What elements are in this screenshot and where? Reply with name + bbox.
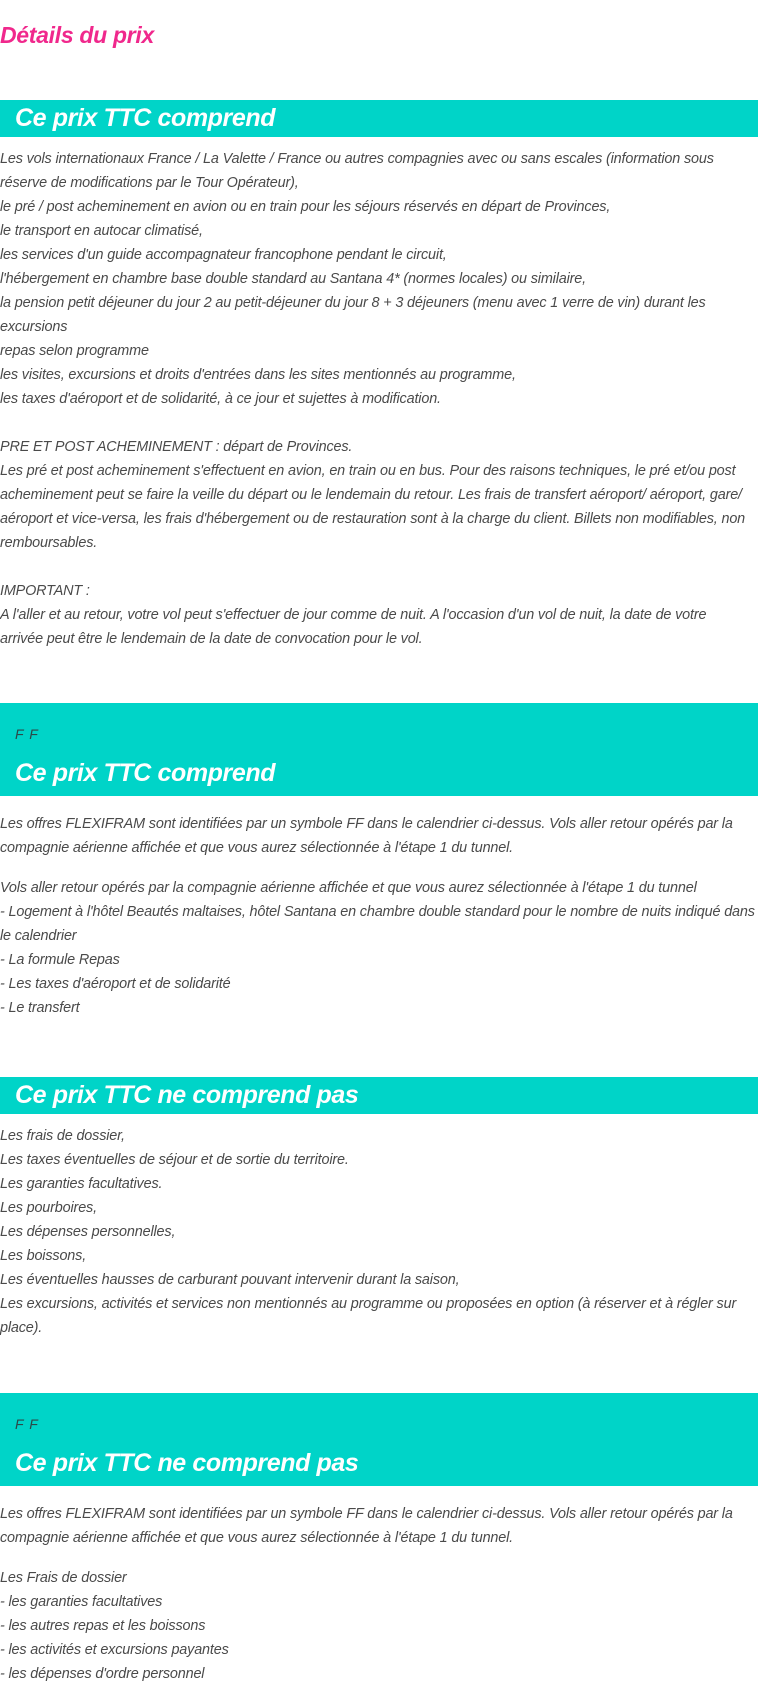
body-line: le transport en autocar climatisé, [0, 223, 203, 239]
body-line: - les dépenses d'ordre personnel [0, 1666, 205, 1682]
body-line: le calendrier [0, 928, 77, 944]
section-header-band [0, 100, 758, 137]
intro-line: Les offres FLEXIFRAM sont identifiées par un symbole FF dans le calendrier ci-dessus. Vols aller retour opérés par la [0, 1506, 733, 1522]
body-line: les taxes d'aéroport et de solidarité, à ce jour et sujettes à modification. [0, 391, 441, 407]
body-line: Les garanties facultatives. [0, 1176, 163, 1192]
body-line: Les pré et post acheminement s'effectuent en avion, en train ou en bus. Pour des raisons techniques, le pré et/ou post [0, 463, 736, 479]
intro-line: compagnie aérienne affichée et que vous aurez sélectionnée à l'étape 1 du tunnel. [0, 1530, 514, 1546]
section-title: Ce prix TTC ne comprend pas [15, 1081, 359, 1109]
section-price-includes [0, 100, 758, 651]
body-line: Les éventuelles hausses de carburant pouvant intervenir durant la saison, [0, 1272, 460, 1288]
section-header-band [0, 1393, 758, 1486]
section-title: Ce prix TTC ne comprend pas [15, 1449, 359, 1477]
section-title: Ce prix TTC comprend [15, 759, 276, 787]
section-body [0, 147, 758, 651]
intro-line: Les offres FLEXIFRAM sont identifiées par un symbole FF dans le calendrier ci-dessus. Vols aller retour opérés par la [0, 816, 733, 832]
body-line: repas selon programme [0, 343, 149, 359]
body-line: Vols aller retour opérés par la compagnie aérienne affichée et que vous aurez sélectionnée à l'étape 1 du tunnel [0, 880, 697, 896]
body-line: PRE ET POST ACHEMINEMENT : départ de Provinces. [0, 439, 353, 455]
section-intro [0, 1502, 758, 1550]
section-body [0, 1124, 758, 1340]
section-ff-price-includes [0, 703, 758, 1020]
section-body [0, 876, 758, 1020]
section-header-band [0, 1077, 758, 1114]
intro-line: compagnie aérienne affichée et que vous aurez sélectionnée à l'étape 1 du tunnel. [0, 840, 514, 856]
section-body [0, 1566, 758, 1686]
ff-badge: F F [15, 1416, 39, 1432]
section-intro [0, 812, 758, 860]
body-line: A l'aller et au retour, votre vol peut s'effectuer de jour comme de nuit. A l'occasion d'un vol de nuit, la date de votre [0, 607, 707, 623]
body-line: Les Frais de dossier [0, 1570, 127, 1586]
section-price-excludes [0, 1077, 758, 1340]
section-header-band [0, 703, 758, 796]
body-line: - Le transfert [0, 1000, 80, 1016]
page-title: Détails du prix [0, 22, 154, 48]
body-line: Les frais de dossier, [0, 1128, 125, 1144]
blank-line [0, 411, 758, 435]
body-line: Les taxes éventuelles de séjour et de sortie du territoire. [0, 1152, 349, 1168]
section-title: Ce prix TTC comprend [15, 104, 276, 132]
body-line: Les pourboires, [0, 1200, 97, 1216]
body-line: excursions [0, 319, 68, 335]
ff-badge: F F [15, 726, 39, 742]
body-line: la pension petit déjeuner du jour 2 au petit-déjeuner du jour 8 + 3 déjeuners (menu avec 1 verre de vin) durant les [0, 295, 706, 311]
body-line: IMPORTANT : [0, 583, 90, 599]
body-line: Les excursions, activités et services non mentionnés au programme ou proposées en option (à réserver et à régler sur [0, 1296, 737, 1312]
body-line: arrivée peut être le lendemain de la date de convocation pour le vol. [0, 631, 423, 647]
body-line: - Logement à l'hôtel Beautés maltaises, hôtel Santana en chambre double standard pour le nombre de nuits indiqué dans [0, 904, 755, 920]
body-line: - les autres repas et les boissons [0, 1618, 206, 1634]
body-line: Les boissons, [0, 1248, 87, 1264]
body-line: les services d'un guide accompagnateur francophone pendant le circuit, [0, 247, 447, 263]
blank-line [0, 555, 758, 579]
body-line: - Les taxes d'aéroport et de solidarité [0, 976, 231, 992]
body-line: - les activités et excursions payantes [0, 1642, 229, 1658]
body-line: réserve de modifications par le Tour Opérateur), [0, 175, 299, 191]
body-line: Les dépenses personnelles, [0, 1224, 176, 1240]
body-line: - les garanties facultatives [0, 1594, 163, 1610]
body-line: place). [0, 1320, 43, 1336]
body-line: - La formule Repas [0, 952, 120, 968]
body-line: acheminement peut se faire la veille du départ ou le lendemain du retour. Les frais de transfert aéroport/ aéroport, gare/ [0, 487, 742, 503]
section-ff-price-excludes [0, 1393, 758, 1686]
body-line: les visites, excursions et droits d'entrées dans les sites mentionnés au programme, [0, 367, 516, 383]
body-line: l'hébergement en chambre base double standard au Santana 4* (normes locales) ou similaire, [0, 271, 587, 287]
body-line: Les vols internationaux France / La Valette / France ou autres compagnies avec ou sans escales (information sous [0, 151, 714, 167]
body-line: remboursables. [0, 535, 98, 551]
body-line: aéroport et vice-versa, les frais d'hébergement ou de restauration sont à la charge du client. Billets non modifiables, non [0, 511, 746, 527]
body-line: le pré / post acheminement en avion ou en train pour les séjours réservés en départ de Provinces, [0, 199, 611, 215]
